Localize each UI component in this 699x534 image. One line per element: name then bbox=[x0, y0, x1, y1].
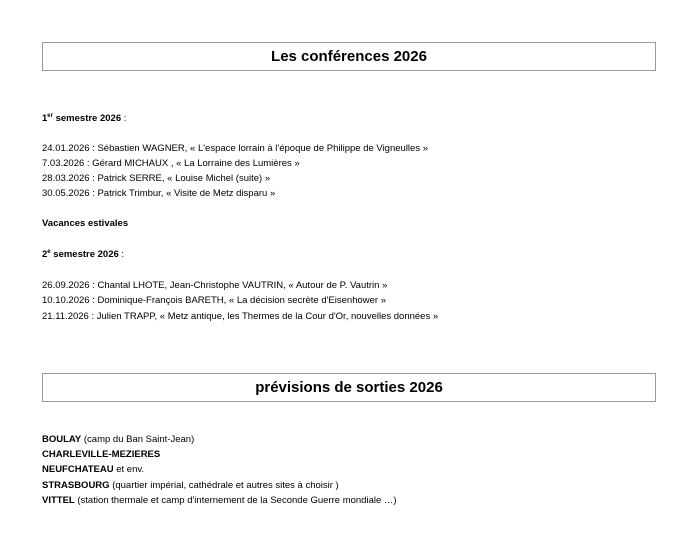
conference-item: 21.11.2026 : Julien TRAPP, « Metz antique, les Thermes de la Cour d'Or, nouvelles données » bbox=[42, 311, 439, 322]
vacances-heading: Vacances estivales bbox=[42, 218, 129, 229]
sortie-place: NEUFCHATEAU bbox=[42, 464, 114, 475]
semester2-heading bbox=[42, 249, 124, 261]
sortie-detail: et env. bbox=[113, 464, 145, 475]
sorties-title: prévisions de sorties 2026 bbox=[42, 373, 656, 402]
semester1-sup: er bbox=[47, 112, 53, 119]
conference-item: 24.01.2026 : Sébastien WAGNER, « L'espace lorrain à l'époque de Philippe de Vigneulles » bbox=[42, 143, 428, 154]
sortie-detail: (camp du Ban Saint-Jean) bbox=[81, 434, 195, 445]
sortie-item bbox=[42, 495, 397, 507]
sortie-place: BOULAY bbox=[42, 434, 82, 445]
conference-item: 7.03.2026 : Gérard MICHAUX , « La Lorraine des Lumières » bbox=[42, 158, 300, 169]
sortie-item bbox=[42, 464, 144, 476]
sortie-item bbox=[42, 449, 160, 461]
semester2-suffix: : bbox=[118, 249, 125, 260]
sortie-detail: (station thermale et camp d'internement de la Seconde Guerre mondiale …) bbox=[74, 495, 397, 506]
semester2-sup: e bbox=[47, 248, 51, 255]
semester1-heading bbox=[42, 113, 126, 125]
semester1-label: semestre 2026 bbox=[52, 113, 122, 124]
conference-item: 28.03.2026 : Patrick SERRE, « Louise Michel (suite) » bbox=[42, 173, 271, 184]
semester2-label: semestre 2026 bbox=[50, 249, 119, 260]
sortie-item bbox=[42, 434, 194, 446]
sortie-place: CHARLEVILLE-MEZIERES bbox=[42, 449, 161, 460]
semester1-number: 1 bbox=[42, 113, 48, 124]
conference-item: 30.05.2026 : Patrick Trimbur, « Visite de Metz disparu » bbox=[42, 188, 276, 199]
sortie-detail: (quartier impérial, cathédrale et autres sites à choisir ) bbox=[109, 480, 339, 491]
conference-item: 26.09.2026 : Chantal LHOTE, Jean-Christophe VAUTRIN, « Autour de P. Vautrin » bbox=[42, 280, 388, 291]
semester2-number: 2 bbox=[42, 249, 48, 260]
sortie-item bbox=[42, 480, 339, 492]
conference-item: 10.10.2026 : Dominique-François BARETH, « La décision secrète d'Eisenhower » bbox=[42, 295, 386, 306]
sortie-place: STRASBOURG bbox=[42, 480, 110, 491]
conferences-title: Les conférences 2026 bbox=[42, 42, 656, 71]
semester1-suffix: : bbox=[121, 113, 127, 124]
sortie-place: VITTEL bbox=[42, 495, 75, 506]
